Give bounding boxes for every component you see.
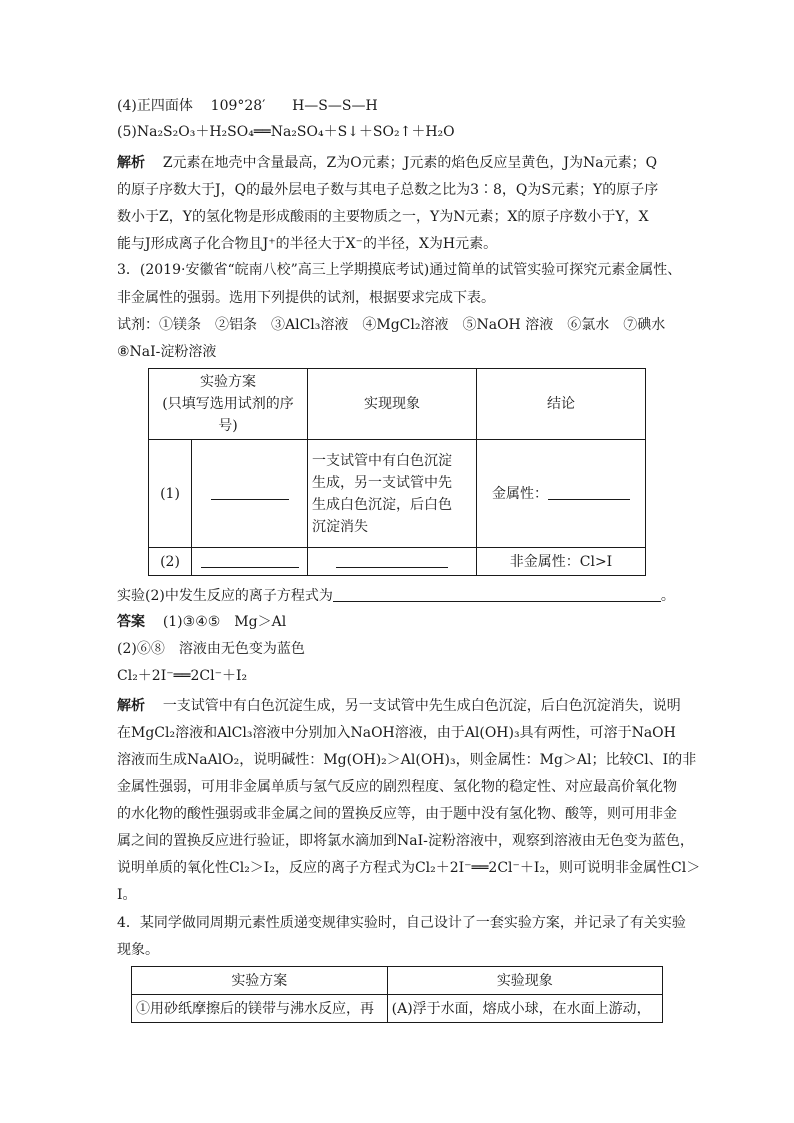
answer-5-equation: Na₂S₂O₃＋H₂SO₄══Na₂SO₄＋S↓＋SO₂↑＋H₂O <box>136 124 455 140</box>
q3-reagents-line-1: 试剂：①镁条 ②铝条 ③AlCl₃溶液 ④MgCl₂溶液 ⑤NaOH 溶液 ⑥氯水 ⑦碘水 <box>117 317 666 333</box>
answer-1: (1)③④⑤ Mg＞Al <box>162 614 287 630</box>
q3-analysis-line-2: 在MgCl₂溶液和AlCl₃溶液中分别加入NaOH溶液，由于Al(OH)₃具有两性，可溶于NaOH <box>117 725 676 741</box>
q3-analysis-line-8: I。 <box>117 887 137 903</box>
q3-reagents-line-2: ⑧NaI-淀粉溶液 <box>117 344 217 360</box>
ionic-eq-end: 。 <box>660 588 675 604</box>
prev-analysis-line-1 <box>117 153 657 173</box>
q3-analysis-line-7: 说明单质的氧化性Cl₂＞I₂，反应的离子方程式为Cl₂＋2I⁻══2Cl⁻＋I₂，则可说明非金属性Cl＞ <box>117 860 701 876</box>
answer-4-structure: H—S—S—H <box>292 98 378 114</box>
row1-phen-line: 一支试管中有白色沉淀 <box>312 452 452 469</box>
q3-analysis-line-4: 金属性强弱，可用非金属单质与氢气反应的剧烈程度、氢化物的稳定性、对应最高价氧化物 <box>117 779 677 795</box>
prev-analysis-line-3: 数小于Z，Y的氢化物是形成酸雨的主要物质之一，Y为N元素；X的原子序数小于Y，X <box>117 209 649 225</box>
row2-conclusion: 非金属性：Cl>I <box>477 548 646 576</box>
row1-conclusion-label: 金属性： <box>492 485 548 502</box>
answer-label: 答案 <box>117 614 145 630</box>
header-scheme <box>149 369 308 440</box>
row1-number: (1) <box>149 440 192 548</box>
q3-analysis-line-5: 的水化物的酸性强弱或非金属之间的置换反应等，由于题中没有氢化物、酸等，则可用非金 <box>117 806 677 822</box>
row2-scheme-blank[interactable] <box>192 548 308 576</box>
q3-stem-line-2: 非金属性的强弱。选用下列提供的试剂，根据要求完成下表。 <box>117 290 495 306</box>
row2-number: (2) <box>149 548 192 576</box>
analysis-text: 一支试管中有白色沉淀生成，另一支试管中先生成白色沉淀，后白色沉淀消失，说明 <box>162 698 681 714</box>
analysis-text: Z元素在地壳中含量最高，Z为O元素；J元素的焰色反应呈黄色，J为Na元素；Q <box>162 155 658 171</box>
q4-stem-line-1: 4．某同学做同周期元素性质递变规律实验时，自己设计了一套实验方案，并记录了有关实验 <box>117 915 686 931</box>
q4-header-phenomenon: 实验现象 <box>387 967 662 995</box>
q3-answer-line-1 <box>117 612 286 632</box>
q4-header-scheme: 实验方案 <box>132 967 388 995</box>
row1-conclusion[interactable] <box>477 440 646 548</box>
row1-phen-line: 生成白色沉淀，后白色 <box>312 496 452 513</box>
answer-4-label: (4)正四面体 <box>117 98 193 114</box>
q3-answer-line-2: (2)⑥⑧ 溶液由无色变为蓝色 <box>117 641 305 657</box>
header-scheme-note: (只填写选用试剂的序号) <box>162 396 294 434</box>
row1-scheme-blank[interactable] <box>192 440 308 548</box>
q3-experiment-table <box>148 368 646 576</box>
q4-row1-scheme: ①用砂纸摩擦后的镁带与沸水反应，再 <box>132 995 388 1023</box>
prev-analysis-line-4: 能与J形成离子化合物且J⁺的半径大于X⁻的半径，X为H元素。 <box>117 236 498 252</box>
ionic-eq-prompt: 实验(2)中发生反应的离子方程式为 <box>117 588 333 604</box>
analysis-label: 解析 <box>117 155 145 171</box>
q4-row1-phenomenon: (A)浮于水面，熔成小球，在水面上游动， <box>387 995 662 1023</box>
row1-phen-line: 生成，另一支试管中先 <box>312 474 452 491</box>
answer-4-angle: 109°28′ <box>210 98 266 114</box>
analysis-label: 解析 <box>117 698 145 714</box>
q4-experiment-table <box>131 966 663 1023</box>
header-phenomenon: 实现现象 <box>308 369 477 440</box>
q3-analysis-line-3: 溶液而生成NaAlO₂，说明碱性：Mg(OH)₂＞Al(OH)₃，则金属性：Mg＞Al；比较Cl、I的非 <box>117 752 697 768</box>
q3-analysis-line-6: 属之间的置换反应进行验证，即将氯水滴加到NaI-淀粉溶液中，观察到溶液由无色变为蓝色， <box>117 833 694 849</box>
q3-answer-line-3: Cl₂＋2I⁻══2Cl⁻＋I₂ <box>117 668 248 684</box>
q3-analysis-line-1 <box>117 696 681 716</box>
q3-ionic-equation-line <box>117 586 675 606</box>
q3-stem-line-1: 3．(2019·安徽省“皖南八校”高三上学期摸底考试)通过简单的试管实验可探究元素金属性、 <box>117 262 682 278</box>
q4-stem-line-2: 现象。 <box>117 942 159 958</box>
answer-line-5: (5)Na₂S₂O₃＋H₂SO₄══Na₂SO₄＋S↓＋SO₂↑＋H₂O <box>117 124 455 140</box>
row1-phen-line: 沉淀消失 <box>312 518 368 535</box>
header-conclusion: 结论 <box>477 369 646 440</box>
row2-phenomenon-blank[interactable] <box>308 548 477 576</box>
prev-analysis-line-2: 的原子序数大于J，Q的最外层电子数与其电子总数之比为3∶8，Q为S元素；Y的原子序 <box>117 182 659 198</box>
answer-line-4 <box>117 96 378 116</box>
ionic-eq-blank[interactable] <box>333 587 661 602</box>
row1-phenomenon <box>308 440 477 548</box>
header-scheme-title: 实验方案 <box>200 374 256 390</box>
